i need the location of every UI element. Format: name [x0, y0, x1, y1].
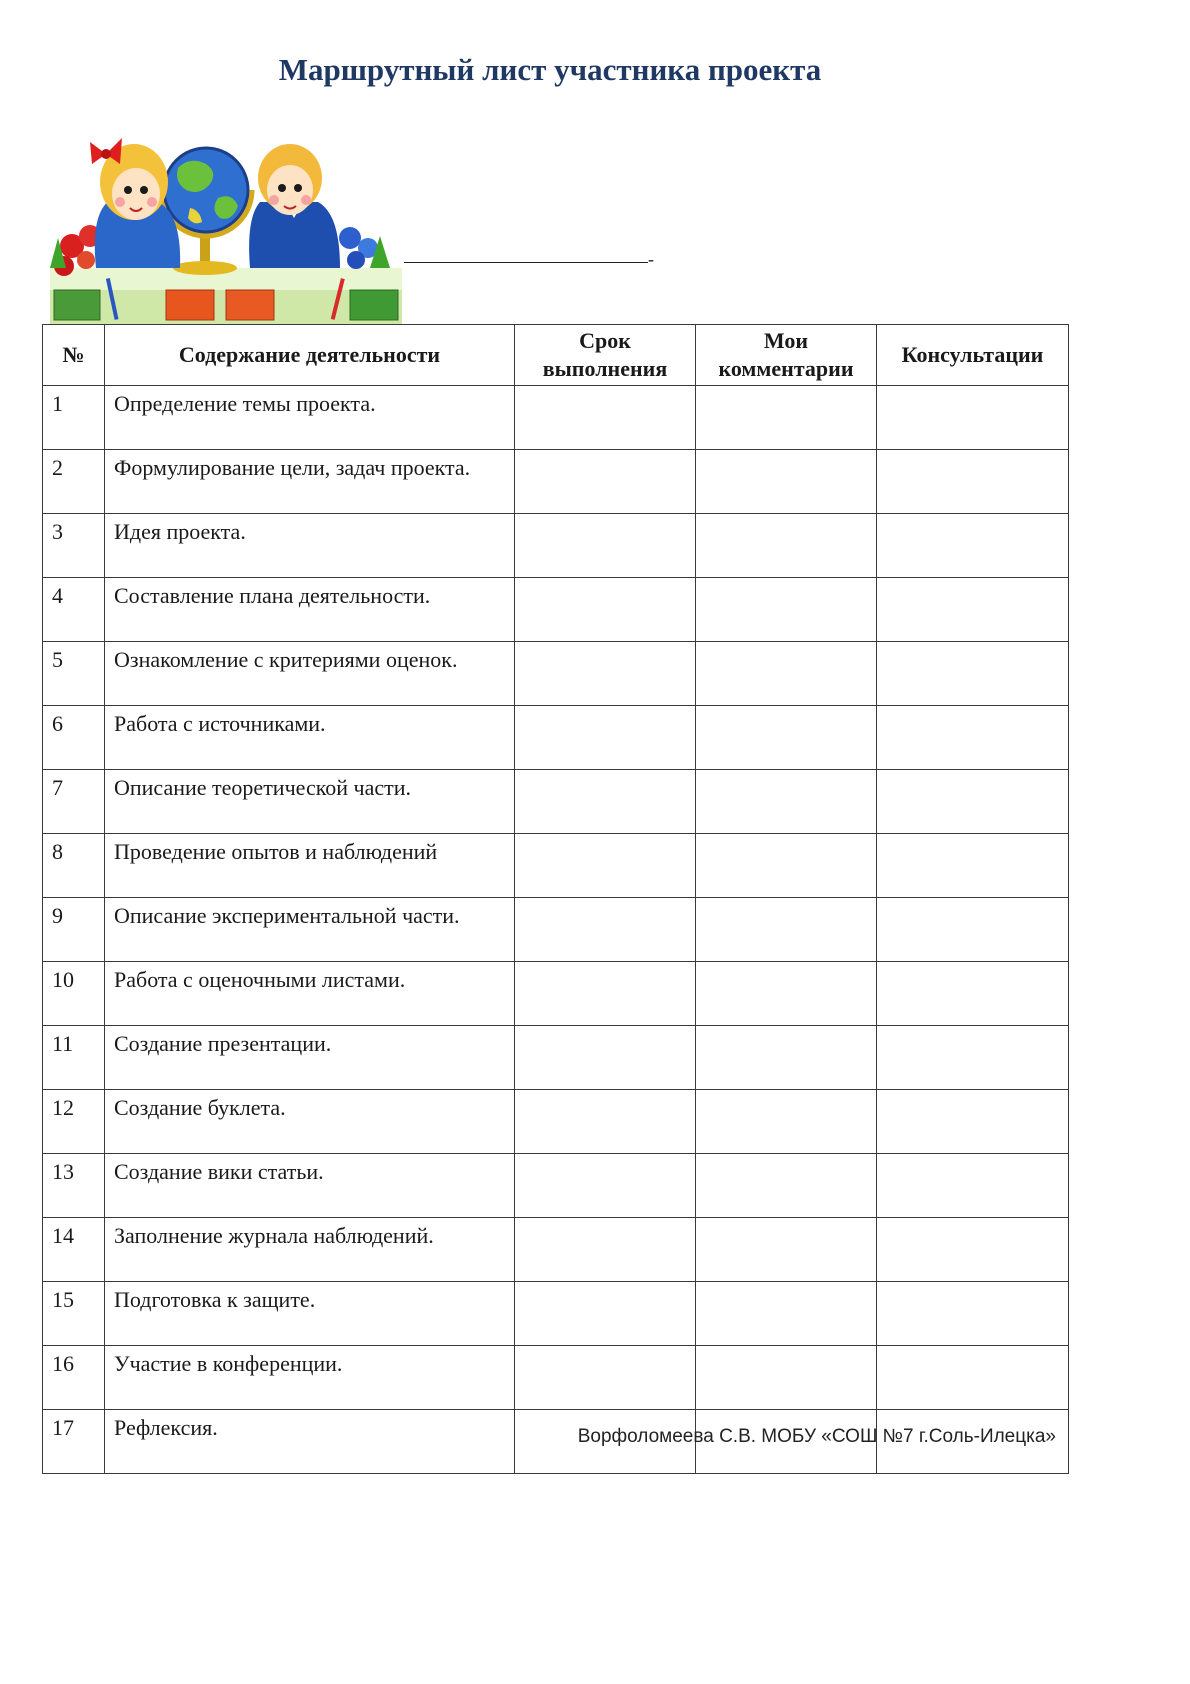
table-row — [43, 450, 1069, 514]
row-number: 16 — [43, 1346, 105, 1410]
table-row — [43, 1218, 1069, 1282]
row-activity: Идея проекта. — [105, 514, 515, 578]
comments-cell[interactable] — [696, 642, 877, 706]
table-row — [43, 834, 1069, 898]
row-activity: Подготовка к защите. — [105, 1282, 515, 1346]
row-number: 1 — [43, 386, 105, 450]
row-number: 17 — [43, 1410, 105, 1474]
table-row — [43, 1154, 1069, 1218]
comments-cell[interactable] — [696, 1282, 877, 1346]
header-consult: Консультации — [877, 325, 1069, 386]
deadline-cell[interactable] — [515, 962, 696, 1026]
row-number: 6 — [43, 706, 105, 770]
row-number: 4 — [43, 578, 105, 642]
consult-cell[interactable] — [877, 962, 1069, 1026]
row-number: 9 — [43, 898, 105, 962]
table-row — [43, 514, 1069, 578]
row-activity: Определение темы проекта. — [105, 386, 515, 450]
deadline-cell[interactable] — [515, 1154, 696, 1218]
consult-cell[interactable] — [877, 578, 1069, 642]
comments-cell[interactable] — [696, 1346, 877, 1410]
header-comments-line1: Мои — [763, 328, 809, 353]
comments-cell[interactable] — [696, 514, 877, 578]
consult-cell[interactable] — [877, 1090, 1069, 1154]
comments-cell[interactable] — [696, 450, 877, 514]
row-activity: Создание презентации. — [105, 1026, 515, 1090]
name-line-dash: - — [648, 249, 654, 269]
deadline-cell[interactable] — [515, 898, 696, 962]
comments-cell[interactable] — [696, 578, 877, 642]
deadline-cell[interactable] — [515, 1218, 696, 1282]
comments-cell[interactable] — [696, 834, 877, 898]
row-number: 15 — [43, 1282, 105, 1346]
deadline-cell[interactable] — [515, 770, 696, 834]
row-activity: Составление плана деятельности. — [105, 578, 515, 642]
table-row — [43, 898, 1069, 962]
deadline-cell[interactable] — [515, 578, 696, 642]
header-comments-line2: комментарии — [718, 356, 854, 381]
row-activity: Работа с оценочными листами. — [105, 962, 515, 1026]
comments-cell[interactable] — [696, 386, 877, 450]
comments-cell[interactable] — [696, 1154, 877, 1218]
row-activity: Описание теоретической части. — [105, 770, 515, 834]
header-activity: Содержание деятельности — [105, 325, 515, 386]
consult-cell[interactable] — [877, 1218, 1069, 1282]
table-row — [43, 386, 1069, 450]
page-title: Маршрутный лист участника проекта — [278, 52, 822, 87]
row-activity: Создание вики статьи. — [105, 1154, 515, 1218]
consult-cell[interactable] — [877, 386, 1069, 450]
deadline-cell[interactable] — [515, 642, 696, 706]
row-number: 5 — [43, 642, 105, 706]
row-activity: Формулирование цели, задач проекта. — [105, 450, 515, 514]
row-number: 2 — [43, 450, 105, 514]
consult-cell[interactable] — [877, 834, 1069, 898]
consult-cell[interactable] — [877, 898, 1069, 962]
row-activity: Создание буклета. — [105, 1090, 515, 1154]
table-row — [43, 1090, 1069, 1154]
deadline-cell[interactable] — [515, 1346, 696, 1410]
header-deadline-line1: Срок — [579, 328, 631, 353]
deadline-cell[interactable] — [515, 450, 696, 514]
consult-cell[interactable] — [877, 1154, 1069, 1218]
row-number: 7 — [43, 770, 105, 834]
consult-cell[interactable] — [877, 1282, 1069, 1346]
row-activity: Работа с источниками. — [105, 706, 515, 770]
table-row — [43, 770, 1069, 834]
deadline-cell[interactable] — [515, 1026, 696, 1090]
row-activity: Проведение опытов и наблюдений — [105, 834, 515, 898]
header-comments — [696, 325, 877, 386]
comments-cell[interactable] — [696, 1090, 877, 1154]
consult-cell[interactable] — [877, 770, 1069, 834]
table-row — [43, 1346, 1069, 1410]
row-number: 14 — [43, 1218, 105, 1282]
table-row — [43, 706, 1069, 770]
deadline-cell[interactable] — [515, 1090, 696, 1154]
route-table — [42, 324, 1069, 1474]
row-activity: Участие в конференции. — [105, 1346, 515, 1410]
consult-cell[interactable] — [877, 450, 1069, 514]
row-number: 10 — [43, 962, 105, 1026]
author-footer: Ворфоломеева С.В. МОБУ «СОШ №7 г.Соль-Илецка» — [577, 1426, 1056, 1447]
comments-cell[interactable] — [696, 962, 877, 1026]
row-number: 11 — [43, 1026, 105, 1090]
header-deadline — [515, 325, 696, 386]
comments-cell[interactable] — [696, 1218, 877, 1282]
header-num: № — [43, 325, 105, 386]
consult-cell[interactable] — [877, 1026, 1069, 1090]
children-globe-illustration — [50, 118, 402, 324]
table-row — [43, 962, 1069, 1026]
row-number: 13 — [43, 1154, 105, 1218]
row-number: 8 — [43, 834, 105, 898]
row-activity: Ознакомление с критериями оценок. — [105, 642, 515, 706]
comments-cell[interactable] — [696, 898, 877, 962]
comments-cell[interactable] — [696, 1026, 877, 1090]
row-activity: Рефлексия. — [105, 1410, 515, 1474]
consult-cell[interactable] — [877, 514, 1069, 578]
comments-cell[interactable] — [696, 706, 877, 770]
row-number: 3 — [43, 514, 105, 578]
deadline-cell[interactable] — [515, 706, 696, 770]
consult-cell[interactable] — [877, 642, 1069, 706]
row-activity: Описание экспериментальной части. — [105, 898, 515, 962]
row-activity: Заполнение журнала наблюдений. — [105, 1218, 515, 1282]
comments-cell[interactable] — [696, 770, 877, 834]
deadline-cell[interactable] — [515, 386, 696, 450]
deadline-cell[interactable] — [515, 834, 696, 898]
deadline-cell[interactable] — [515, 514, 696, 578]
row-number: 12 — [43, 1090, 105, 1154]
header-deadline-line2: выполнения — [542, 356, 668, 381]
consult-cell[interactable] — [877, 1346, 1069, 1410]
table-row — [43, 1026, 1069, 1090]
deadline-cell[interactable] — [515, 1282, 696, 1346]
name-blank-line[interactable] — [404, 262, 648, 263]
table-header-row — [43, 325, 1069, 386]
table-row — [43, 1282, 1069, 1346]
table-row — [43, 578, 1069, 642]
consult-cell[interactable] — [877, 706, 1069, 770]
table-row — [43, 642, 1069, 706]
